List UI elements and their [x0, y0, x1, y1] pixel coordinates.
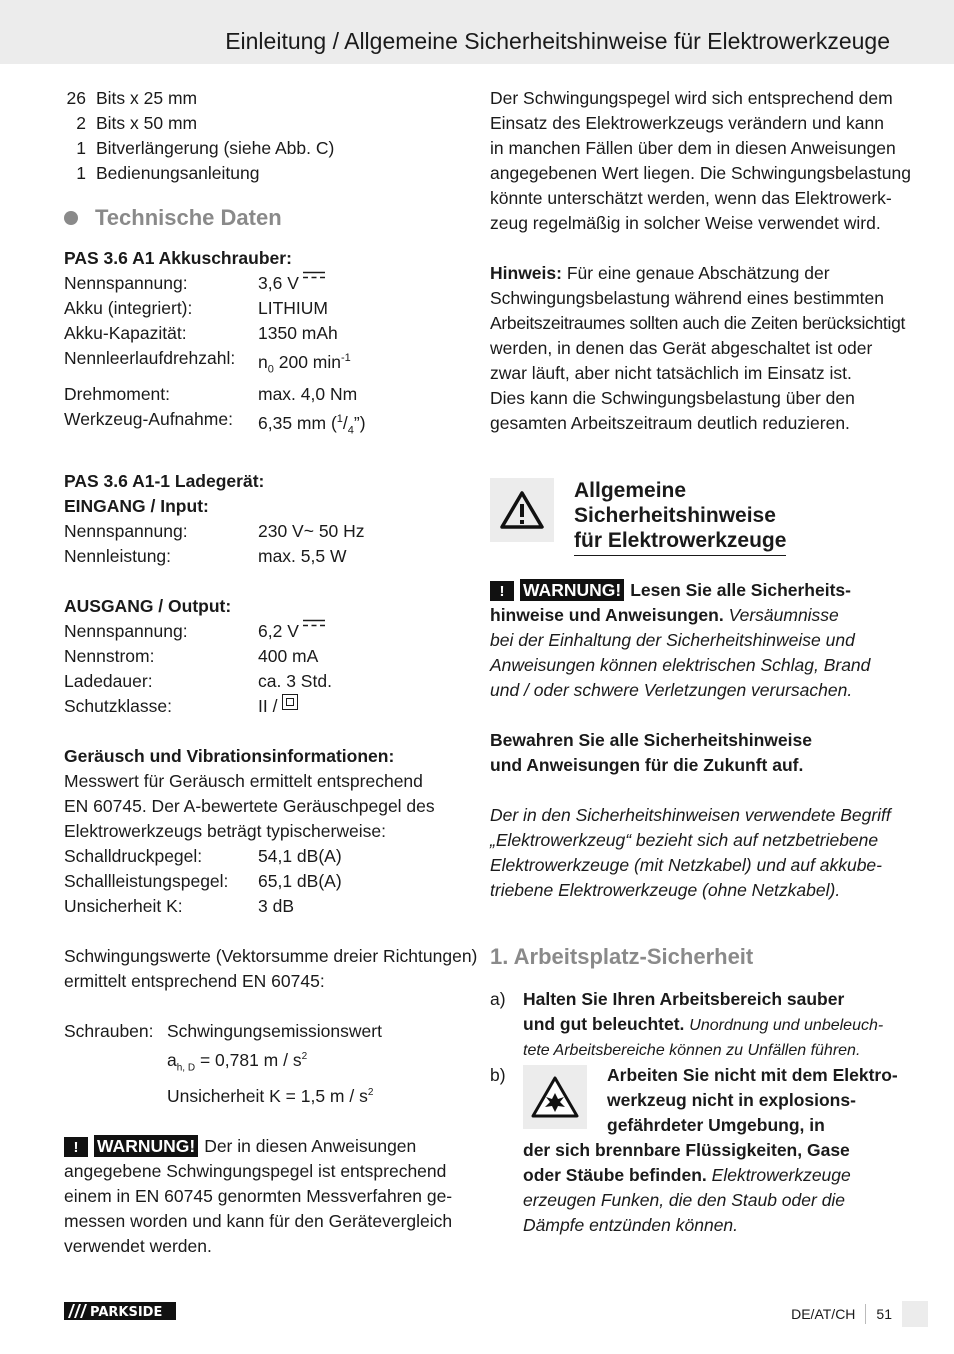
left-column: 26 Bits x 25 mm 2 Bits x 50 mm 1 Bitverlängerung (siehe Abb. C) 1 Bedienungsanleitung Technische Daten PAS 3.6 A1 Akkuschrauber: Nennspannung: 3,6 V Akku (integriert): LITHIUM Akku-Kapazität: 1350 mAh Nennleerlaufdrehzahl: $n_0$ 200 $\min^{-1}$ Drehmoment: max. 4,0 Nm Werkzeug-Aufnahme: 6,35 mm $(^1/_4”)$ PAS 3.6 A1-1 Ladegerät: EINGANG / Input: Nennspannung: 230 V~ 50 Hz Nennleistung: max. 5,5 W AUSGANG / Output: Nennspannung: 6,2 V Nennstrom: 400 mA Ladedauer: ca. 3 Std. Schutzklasse: II / Geräusch und Vibrationsinformationen: Messwert für Geräusch ermittelt entsprechend EN 60745. Der A-bewertete Geräuschpegel des Elektrowerkzeugs beträgt typischerweise: Schalldruckpegel: 54,1 dB(A) Schallleistungspegel: 65,1 dB(A) Unsicherheit K: 3 dB Schwingungswerte (Vektorsumme dreier Richtungen) ermittelt entsprechend EN 60745: Schrauben: Schwingungsemissionswert $a_{h, D} = 0,781$ m / $s^2$ Unsicherheit K = 1,5 m / $s^2$ ! WARNUNG! Der in diesen Anweisungen angegebene Schwingungspegel ist entsprechend einem in EN 60745 genormten Messverfahren ge- messen worden und kann für den Gerätevergleich verwendet werden. [64, 88, 478, 1256]
section-heading: 1. Arbeitsplatz-Sicherheit [490, 944, 754, 969]
bullet-icon [64, 211, 78, 225]
page-title: Einleitung / Allgemeine Sicherheitshinweise für Elektrowerkzeuge [225, 28, 890, 54]
spec-row: Nennleerlaufdrehzahl: $n_0$ 200 $\min^{-1}$ [64, 348, 351, 376]
spec-row: Akku-Kapazität: 1350 mAh [64, 323, 338, 343]
spec-row: Unsicherheit K: 3 dB [64, 895, 294, 916]
dc-symbol-icon [303, 271, 325, 279]
brand-name: PARKSIDE [90, 1305, 163, 1320]
dc-symbol-icon [303, 619, 325, 627]
list-item: 2 Bits x 50 mm [76, 113, 198, 133]
warning-triangle-icon: ! [490, 581, 514, 601]
warning-triangle-icon [490, 478, 554, 542]
spec-row: Nennleistung: max. 5,5 W [64, 545, 347, 566]
spec-row: Nennspannung: 6,2 V [64, 619, 464, 644]
spec-row: Werkzeug-Aufnahme: 6,35 mm $(^1/_4”)$ [64, 409, 366, 437]
hint-paragraph: Hinweis: Für eine genaue Abschätzung der [490, 263, 830, 283]
spec-row: Nennstrom: 400 mA [64, 645, 319, 666]
spec-row: Drehmoment: max. 4,0 Nm [64, 384, 358, 405]
warning-block: ! WARNUNG! Lesen Sie alle Sicherheits- [490, 578, 892, 603]
spec-row: Akku (integriert): LITHIUM [64, 298, 328, 318]
spec-row: Schallleistungspegel: 65,1 dB(A) [64, 870, 342, 891]
page-tab-marker [902, 1301, 928, 1327]
locale: DE/AT/CH [791, 1306, 856, 1322]
vibration-row: Schrauben: Schwingungsemissionswert [64, 1020, 382, 1041]
protection-class-icon [282, 694, 298, 710]
list-item: 1 Bedienungsanleitung [76, 163, 260, 183]
spec-row: Ladedauer: ca. 3 Std. [64, 670, 332, 691]
warning-label: WARNUNG! [94, 1135, 198, 1157]
general-safety-heading: Allgemeine Sicherheitshinweise für Elektrowerkzeuge [490, 478, 892, 556]
list-item: 1 Bitverlängerung (siehe Abb. C) [76, 138, 335, 158]
page-number: 51 [876, 1306, 892, 1322]
charger-title: PAS 3.6 A1-1 Ladegerät: [64, 470, 265, 491]
explosion-hazard-icon [523, 1065, 587, 1129]
list-item: b) Arbeiten Sie nicht mit dem Elektro- werkzeug nicht in explosions- gefährdeter Umgebung, in der sich brennbare Flüssigkeiten, Gase oder Stäube befinden. Elektrowerkzeuge erzeugen Funken, die den Staub oder die Dämpfe entzünden können. [490, 1065, 898, 1235]
screwdriver-title: PAS 3.6 A1 Akkuschrauber: [64, 248, 292, 268]
brand-logo [64, 1302, 176, 1320]
spec-row: Nennspannung: 3,6 V [64, 271, 464, 296]
output-title: AUSGANG / Output: [64, 595, 232, 616]
spec-row: Nennspannung: 230 V~ 50 Hz [64, 520, 365, 541]
input-title: EINGANG / Input: [64, 495, 209, 516]
warning-block: ! WARNUNG! Der in diesen Anweisungen [64, 1134, 464, 1159]
tech-data-heading: Technische Daten [64, 198, 464, 238]
right-column: Der Schwingungspegel wird sich entsprechend dem Einsatz des Elektrowerkzeugs verändern und kann in manchen Fällen über dem in diesen Anweisungen angegebenen Wert liegen. Die Schwingungsbelastung könnte unterschätzt werden, wenn das Elektrowerk- zeug regelmäßig in solcher Weise verwendet wird. Hinweis: Für eine genaue Abschätzung der Schwingungsbelastung während eines bestimmten Arbeitszeitraumes sollten auch die Zeiten berücksichtigt werden, in denen das Gerät abgeschaltet ist oder zwar läuft, aber nicht tatsächlich im Einsatz ist. Dies kann die Schwingungsbelastung über den gesamten Arbeitszeitraum deutlich reduzieren. Allgemeine Sicherheitshinweise für Elektrowerkzeuge ! WARNUNG! Lesen Sie alle Sicherheits- hinweise und Anweisungen. Versäumnisse bei der Einhaltung der Sicherheitshinweise und Anweisungen können elektrischen Schlag, Brand und / oder schwere Verletzungen verursachen. Bewahren Sie alle Sicherheitshinweise und Anweisungen für die Zukunft auf. Der in den Sicherheitshinweisen verwendete Begriff „Elektrowerkzeug“ bezieht sich auf netzbetriebene Elektrowerkzeuge (mit Netzkabel) und auf akkube- triebene Elektrowerkzeuge (ohne Netzkabel). 1. Arbeitsplatz-Sicherheit a) Halten Sie Ihren Arbeitsbereich sauber und gut beleuchtet. Unordnung und unbeleuch- tete Arbeitsbereiche können zu Unfällen führen. b) Arbeiten Sie nicht mit dem Elektro- werkzeug nicht in explosions- gefährdeter Umgebung, in der sich brennbare Flüssigkeiten, Gase oder Stäube befinden. Elektrowerkzeuge erzeugen Funken, die den Staub oder die Dämpfe entzünden können. [490, 86, 892, 1238]
warning-label: WARNUNG! [520, 579, 624, 601]
warning-triangle-icon: ! [64, 1137, 88, 1157]
noise-title: Geräusch und Vibrationsinformationen: [64, 745, 395, 766]
list-item: a) Halten Sie Ihren Arbeitsbereich sauber und gut beleuchtet. Unordnung und unbeleuch- tete Arbeitsbereiche können zu Unfällen führen. [490, 989, 884, 1059]
divider [865, 1304, 866, 1324]
spec-row: Schalldruckpegel: 54,1 dB(A) [64, 845, 342, 866]
spec-row: Schutzklasse: II / [64, 694, 464, 719]
list-item: 26 Bits x 25 mm [66, 88, 198, 108]
page-footer [791, 1302, 928, 1326]
